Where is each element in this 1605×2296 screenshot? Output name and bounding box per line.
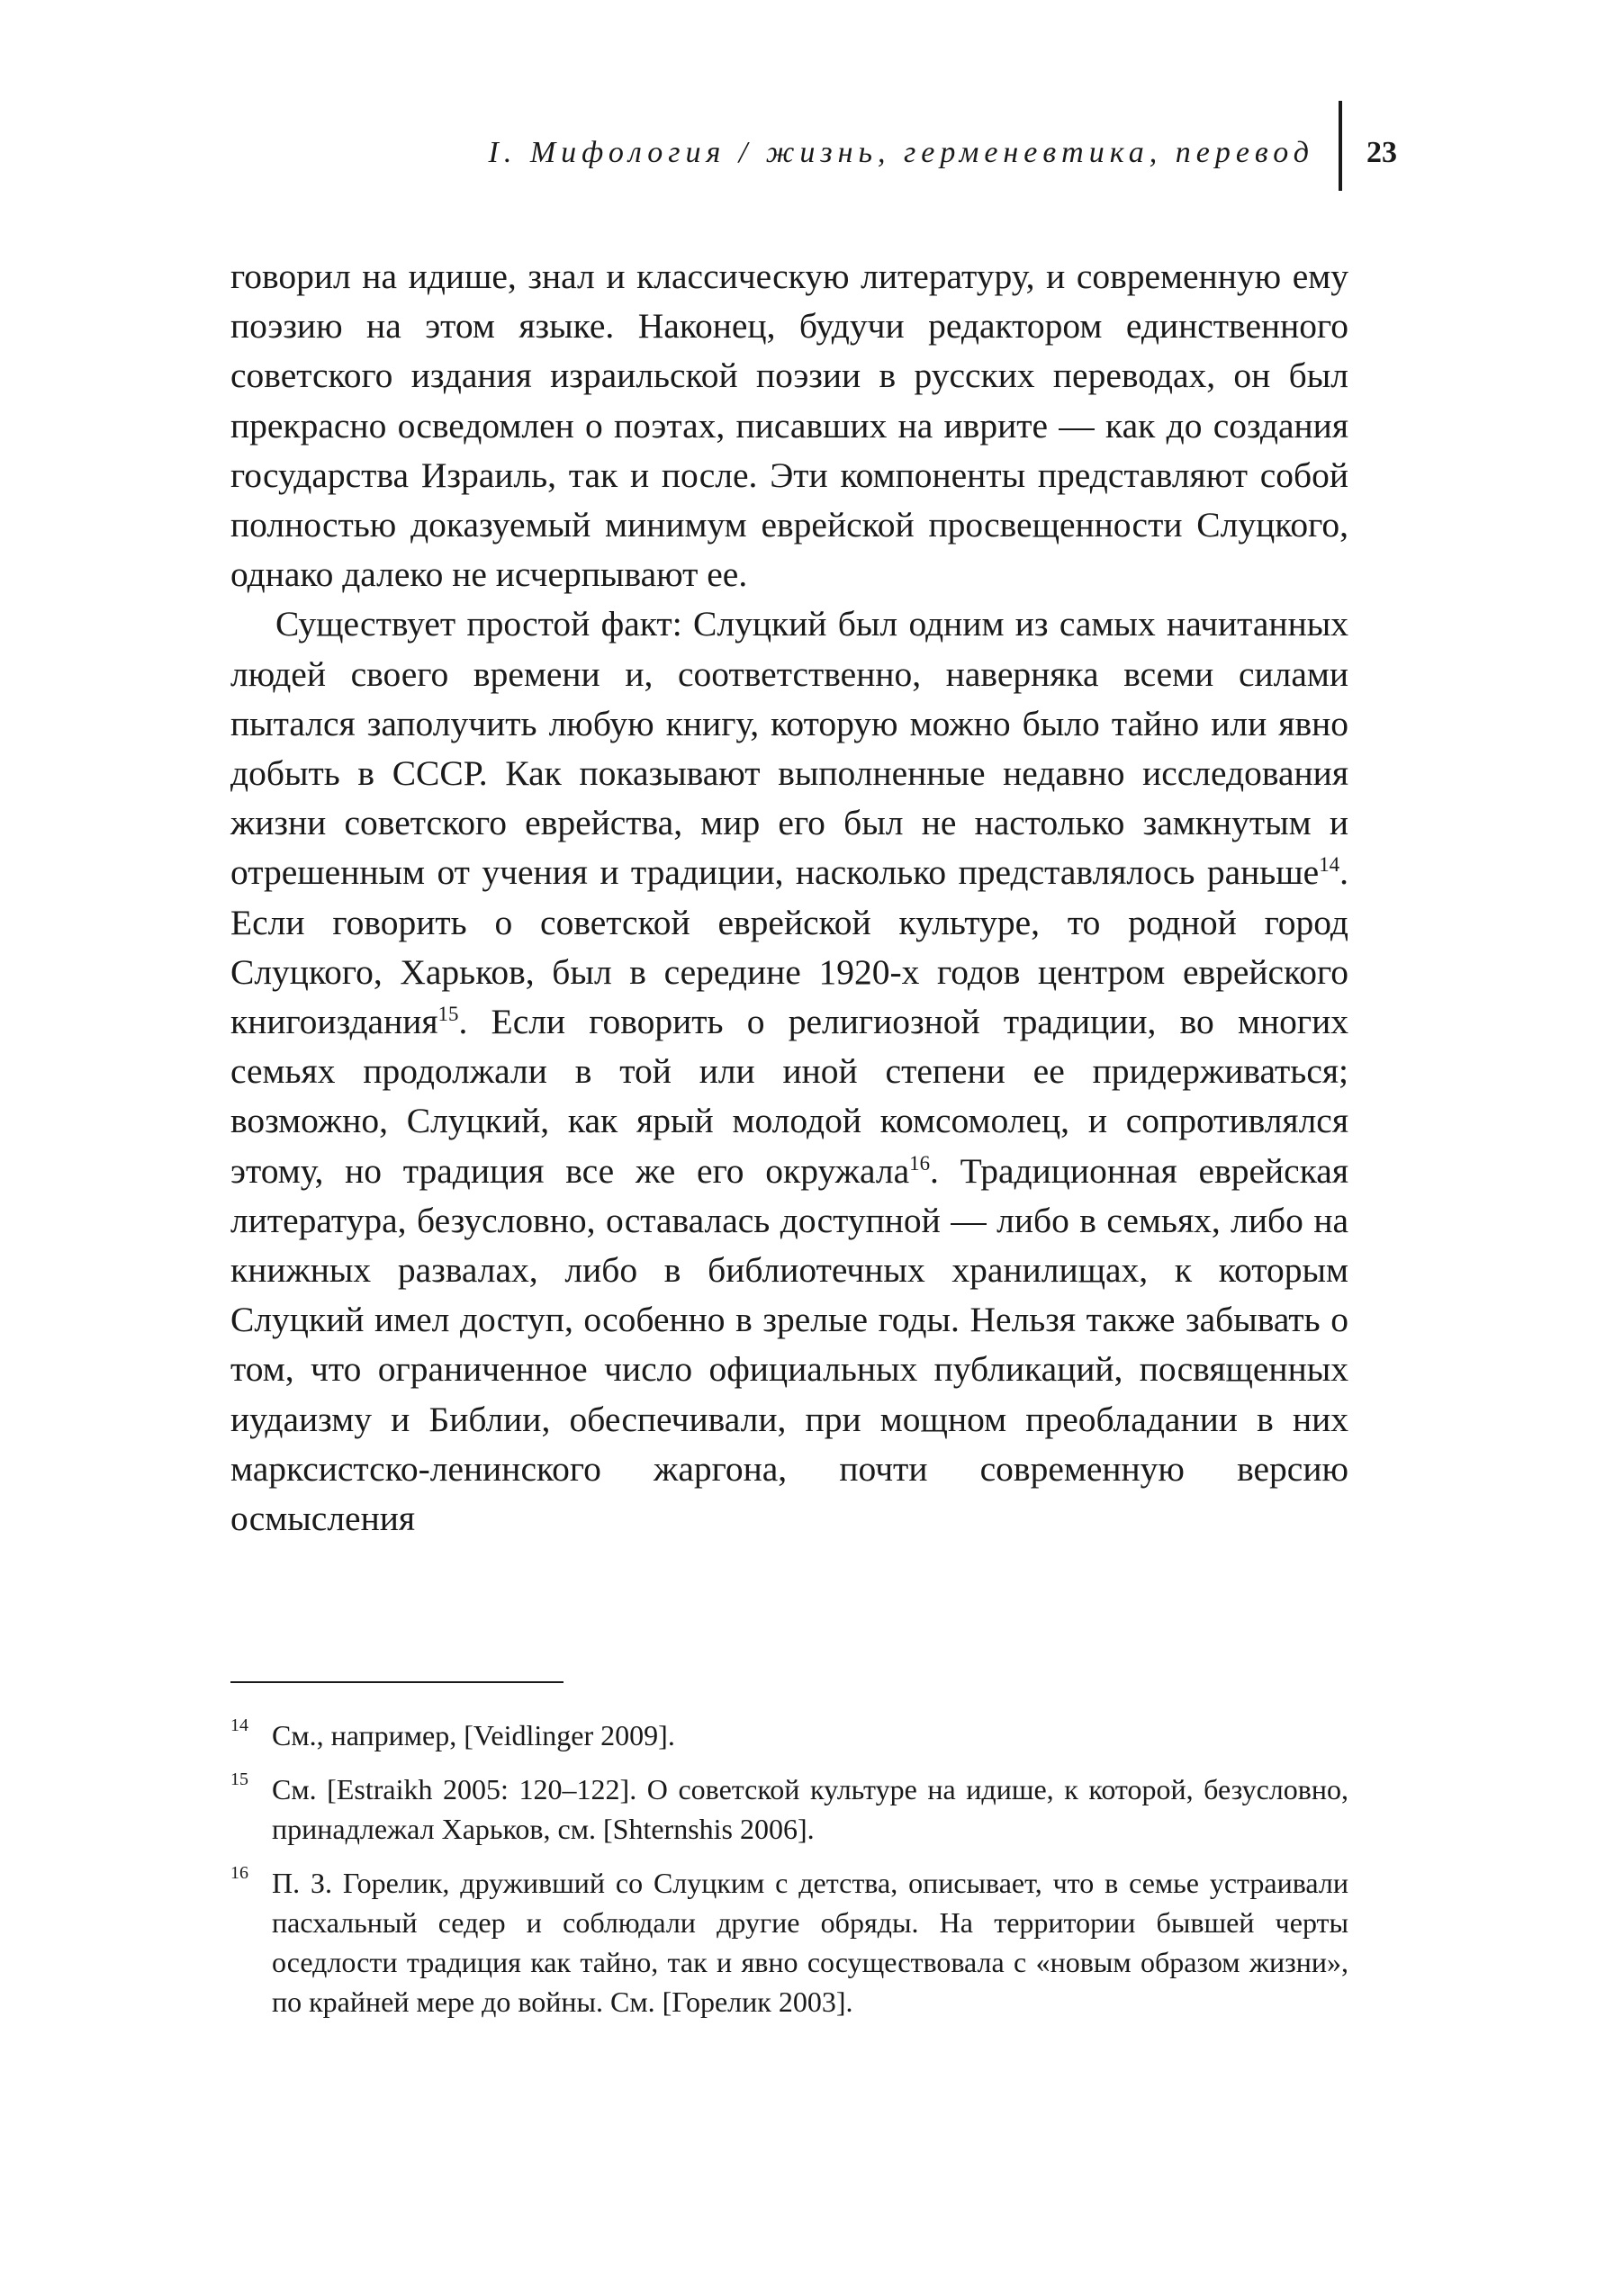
footnote-ref-15[interactable]: 15: [437, 1002, 459, 1025]
footnote-ref-14[interactable]: 14: [1319, 853, 1340, 877]
paragraph-1: говорил на идише, знал и классическую литературу, и современную ему поэзию на этом языке. Наконец, будучи редактором единственного советского издания израильской поэзии в русских переводах, он был прекрасно осведомлен о поэтах, писавших на иврите — как до создания государства Израиль, так и после. Эти компоненты представляют собой полностью доказуемый минимум еврейской просвещенности Слуцкого, однако далеко не исчерпывают ее.: [230, 257, 1348, 595]
page-number: 23: [1366, 136, 1397, 169]
paragraph-2: [230, 599, 1348, 1544]
footnote-separator: [230, 1681, 564, 1683]
footnote-text: См. [Estraikh 2005: 120–122]. О советской культуре на идише, к которой, безусловно, принадлежал Харьков, см. [Shternshis 2006].: [272, 1773, 1348, 1845]
footnote-ref-16[interactable]: 16: [909, 1151, 931, 1175]
footnotes: [230, 1715, 1348, 2036]
paragraph-2-part-4: . Традиционная еврейская литература, безусловно, оставалась доступной — либо в семьях, либо на книжных развалах, либо в библиотечных хранилищах, к которым Слуцкий имел доступ, особенно в зрелые годы. Нельзя также забывать о том, что ограниченное число официальных публикаций, посвященных иудаизму и Библии, обеспечивали, при мощном преобладании в них марксистско-ленинского жаргона, почти современную версию осмысления: [230, 1150, 1348, 1539]
header-divider: [1339, 101, 1342, 191]
paragraph-2-part-1: Существует простой факт: Слуцкий был одним из самых начитанных людей своего времени и, соответственно, наверняка всеми силами пытался заполучить любую книгу, которую можно было тайно или явно добыть в СССР. Как показывают выполненные недавно исследования жизни советского еврейства, мир его был не настолько замкнутым и отрешенным от учения и традиции, насколько представлялось раньше: [230, 604, 1348, 893]
running-title: I. Мифология / жизнь, герменевтика, перевод: [488, 136, 1314, 169]
footnote-text: См., например, [Veidlinger 2009].: [272, 1719, 675, 1751]
footnote-text: П. З. Горелик, друживший со Слуцким с детства, описывает, что в семье устраивали пасхальный седер и соблюдали другие обряды. На территории бывшей черты оседлости традиция как тайно, так и явно сосуществовала с «новым образом жизни», по крайней мере до войны. См. [Горелик 2003].: [272, 1867, 1348, 2018]
running-head: [180, 126, 1314, 180]
main-text: [230, 252, 1348, 1544]
footnote-number: 15: [230, 1769, 248, 1789]
footnote-number: 14: [230, 1715, 248, 1735]
footnote-number: 16: [230, 1863, 248, 1883]
paragraph-2-part-2: . Если говорить о советской еврейской культуре, то родной город Слуцкого, Харьков, был в середине 1920-х годов центром еврейского книгоиздания: [230, 852, 1348, 1042]
footnote-14: [230, 1715, 1348, 1755]
footnote-15: [230, 1769, 1348, 1849]
footnote-16: [230, 1863, 1348, 2021]
paragraph-2-part-3: . Если говорить о религиозной традиции, во многих семьях продолжали в той или иной степени ее придерживаться; возможно, Слуцкий, как ярый молодой комсомолец, и сопротивлялся этому, но традиция все же его окружала: [230, 1002, 1348, 1191]
